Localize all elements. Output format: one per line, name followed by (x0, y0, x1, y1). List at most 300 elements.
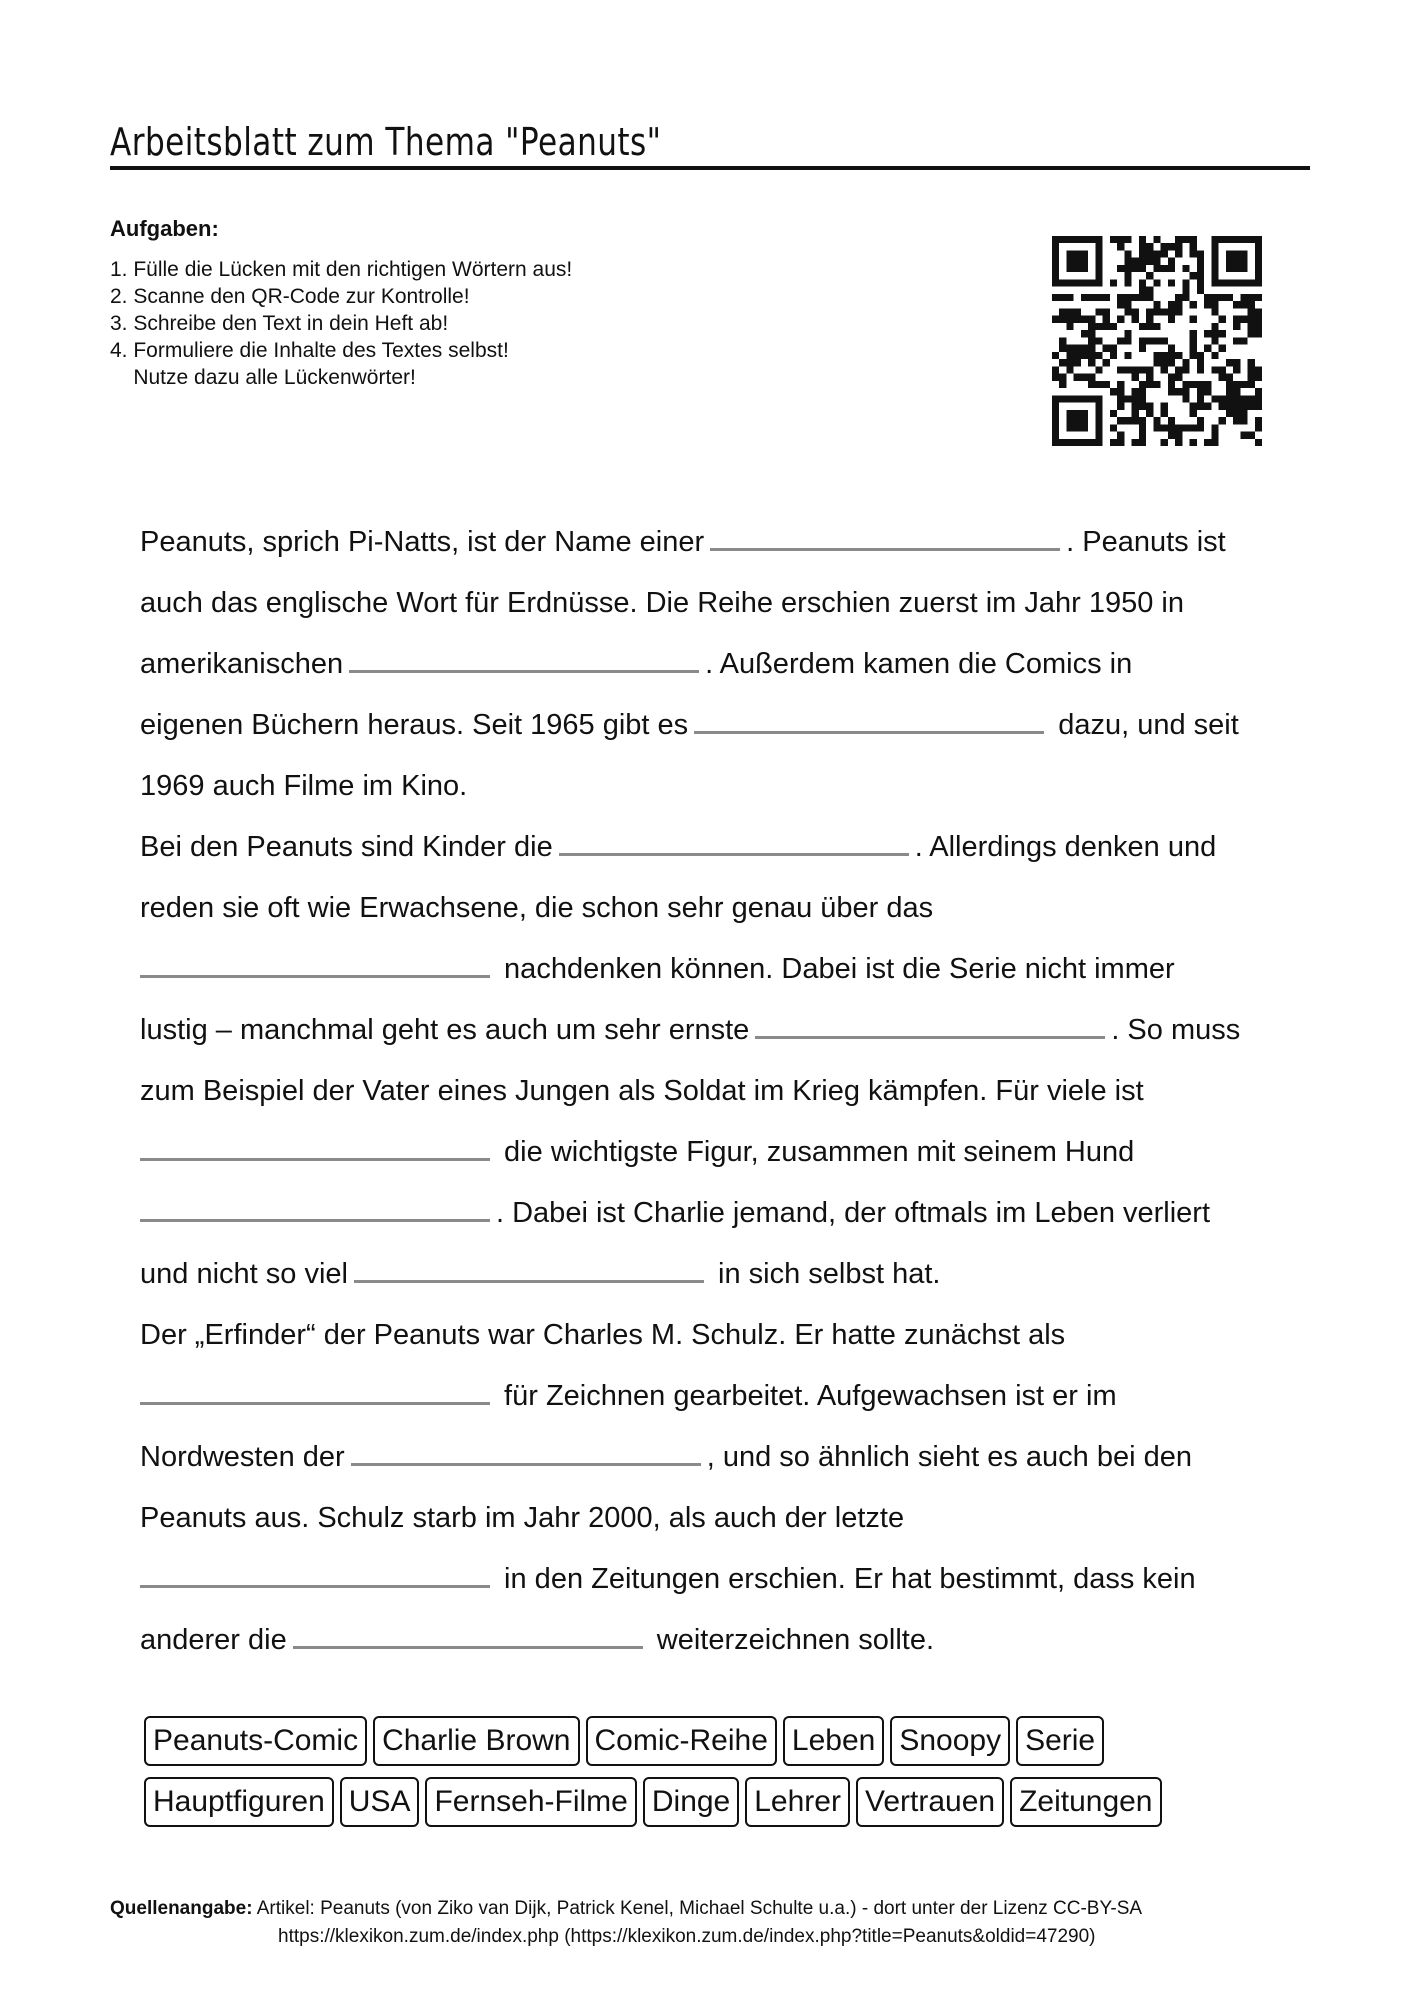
qr-module (1248, 301, 1255, 308)
blank-field[interactable] (349, 648, 699, 673)
qr-module (1255, 439, 1262, 446)
qr-module (1168, 374, 1175, 381)
qr-module (1066, 294, 1073, 301)
qr-module (1095, 323, 1102, 330)
qr-module (1052, 417, 1059, 424)
qr-module (1139, 265, 1146, 272)
qr-module (1204, 439, 1211, 446)
qr-module (1132, 417, 1139, 424)
text-line (140, 1488, 1290, 1549)
qr-module (1190, 381, 1197, 388)
qr-module (1197, 279, 1204, 286)
qr-module (1153, 381, 1160, 388)
blank-field[interactable] (140, 1197, 490, 1222)
text-segment: . So muss (1111, 1014, 1241, 1046)
qr-module (1240, 236, 1247, 243)
qr-module (1175, 301, 1182, 308)
qr-module (1197, 388, 1204, 395)
qr-module (1059, 345, 1066, 352)
qr-module (1211, 308, 1218, 315)
qr-module (1240, 301, 1247, 308)
qr-module (1052, 243, 1059, 250)
qr-module (1182, 236, 1189, 243)
word-chip[interactable]: Charlie Brown (373, 1716, 579, 1766)
text-segment: nachdenken können. Dabei ist die Serie nicht immer (496, 953, 1175, 985)
qr-module (1248, 395, 1255, 402)
text-segment: . Dabei ist Charlie jemand, der oftmals im Leben verliert (496, 1197, 1211, 1229)
qr-module (1124, 301, 1131, 308)
qr-module (1132, 388, 1139, 395)
qr-module (1074, 424, 1081, 431)
qr-module (1197, 352, 1204, 359)
qr-module (1146, 381, 1153, 388)
qr-module (1103, 323, 1110, 330)
word-chip[interactable]: USA (340, 1777, 420, 1827)
qr-module (1182, 395, 1189, 402)
qr-module (1066, 316, 1073, 323)
qr-module (1066, 359, 1073, 366)
qr-module (1255, 272, 1262, 279)
qr-module (1219, 417, 1226, 424)
qr-module (1211, 243, 1218, 250)
qr-module (1190, 345, 1197, 352)
source-url: https://klexikon.zum.de/index.php (https://klexikon.zum.de/index.php?title=Peanuts&oldid=47290) (278, 1926, 1096, 1947)
word-chip[interactable]: Dinge (643, 1777, 739, 1827)
qr-module (1124, 250, 1131, 257)
qr-module (1168, 381, 1175, 388)
word-chip[interactable]: Fernseh-Filme (425, 1777, 636, 1827)
qr-module (1190, 337, 1197, 344)
qr-module (1139, 236, 1146, 243)
qr-module (1248, 366, 1255, 373)
qr-module (1088, 439, 1095, 446)
text-segment: . Außerdem kamen die Comics in (705, 648, 1133, 680)
qr-module (1124, 236, 1131, 243)
qr-module (1190, 403, 1197, 410)
qr-module (1066, 424, 1073, 431)
qr-module (1139, 395, 1146, 402)
qr-module (1175, 308, 1182, 315)
text-line (140, 878, 1290, 939)
qr-module (1088, 337, 1095, 344)
qr-module (1197, 417, 1204, 424)
qr-module (1240, 265, 1247, 272)
qr-module (1095, 381, 1102, 388)
qr-module (1182, 359, 1189, 366)
qr-module (1139, 258, 1146, 265)
text-line (140, 1244, 1290, 1305)
qr-module (1117, 388, 1124, 395)
word-chip[interactable]: Hauptfiguren (144, 1777, 334, 1827)
qr-module (1074, 352, 1081, 359)
qr-module (1211, 352, 1218, 359)
qr-module (1197, 359, 1204, 366)
text-segment: Peanuts aus. Schulz starb im Jahr 2000, als auch der letzte (140, 1502, 905, 1534)
qr-module (1182, 366, 1189, 373)
qr-module (1081, 374, 1088, 381)
qr-module (1081, 395, 1088, 402)
qr-module (1248, 381, 1255, 388)
qr-module (1074, 308, 1081, 315)
qr-module (1081, 345, 1088, 352)
qr-module (1153, 250, 1160, 257)
qr-module (1095, 424, 1102, 431)
blank-field[interactable] (293, 1624, 643, 1649)
text-segment: eigenen Büchern heraus. Seit 1965 gibt es (140, 709, 689, 741)
text-segment: Der „Erfinder“ der Peanuts war Charles M. Schulz. Er hatte zunächst als (140, 1319, 1066, 1351)
word-chip[interactable]: Vertrauen (856, 1777, 1004, 1827)
qr-module (1168, 359, 1175, 366)
qr-module (1081, 439, 1088, 446)
qr-module (1211, 265, 1218, 272)
qr-module (1088, 236, 1095, 243)
qr-module (1095, 236, 1102, 243)
qr-module (1240, 250, 1247, 257)
text-segment: . Peanuts ist (1066, 526, 1226, 558)
blank-field[interactable] (140, 953, 490, 978)
qr-module (1139, 279, 1146, 286)
qr-module (1095, 272, 1102, 279)
qr-module (1146, 410, 1153, 417)
qr-module (1240, 417, 1247, 424)
qr-module (1153, 417, 1160, 424)
qr-module (1066, 250, 1073, 257)
qr-module (1074, 250, 1081, 257)
qr-module (1139, 287, 1146, 294)
qr-module (1233, 279, 1240, 286)
word-chip[interactable]: Peanuts-Comic (144, 1716, 367, 1766)
qr-module (1074, 236, 1081, 243)
qr-module (1117, 403, 1124, 410)
tasks-heading: Aufgaben: (110, 216, 219, 241)
qr-module (1052, 236, 1059, 243)
blank-field[interactable] (755, 1014, 1105, 1039)
qr-module (1074, 410, 1081, 417)
qr-module (1066, 279, 1073, 286)
qr-module (1255, 424, 1262, 431)
qr-module (1095, 352, 1102, 359)
qr-module (1248, 316, 1255, 323)
qr-module (1132, 439, 1139, 446)
qr-module (1182, 279, 1189, 286)
qr-module (1095, 243, 1102, 250)
qr-module (1124, 352, 1131, 359)
qr-module (1175, 236, 1182, 243)
qr-module (1088, 374, 1095, 381)
qr-module (1248, 374, 1255, 381)
qr-module (1139, 388, 1146, 395)
qr-module (1255, 258, 1262, 265)
task-item: 3. Schreibe den Text in dein Heft ab! (110, 312, 449, 335)
qr-module (1211, 337, 1218, 344)
qr-module (1095, 308, 1102, 315)
qr-module (1074, 417, 1081, 424)
qr-module (1052, 265, 1059, 272)
word-chip[interactable]: Comic-Reihe (586, 1716, 777, 1766)
qr-module (1139, 366, 1146, 373)
qr-module (1124, 366, 1131, 373)
qr-module (1110, 439, 1117, 446)
word-bank (144, 1716, 1284, 1838)
qr-module (1226, 265, 1233, 272)
qr-module (1117, 395, 1124, 402)
qr-module (1095, 294, 1102, 301)
qr-module (1066, 439, 1073, 446)
qr-module (1132, 366, 1139, 373)
text-line (140, 817, 1290, 878)
qr-module (1204, 330, 1211, 337)
qr-module (1255, 250, 1262, 257)
text-segment: anderer die (140, 1624, 287, 1656)
qr-module (1248, 323, 1255, 330)
qr-module (1146, 258, 1153, 265)
qr-module (1081, 410, 1088, 417)
qr-module (1146, 243, 1153, 250)
qr-module (1233, 381, 1240, 388)
qr-module (1124, 265, 1131, 272)
qr-module (1132, 265, 1139, 272)
qr-module (1146, 308, 1153, 315)
qr-module (1124, 417, 1131, 424)
qr-module (1240, 403, 1247, 410)
qr-module (1124, 279, 1131, 286)
qr-module (1161, 403, 1168, 410)
text-segment: , und so ähnlich sieht es auch bei den (706, 1441, 1193, 1473)
word-chip[interactable]: Zeitungen (1010, 1777, 1161, 1827)
qr-module (1059, 279, 1066, 286)
qr-module (1081, 236, 1088, 243)
qr-module (1074, 316, 1081, 323)
qr-module (1124, 272, 1131, 279)
qr-module (1124, 330, 1131, 337)
qr-module (1204, 301, 1211, 308)
qr-module (1168, 352, 1175, 359)
qr-module (1146, 272, 1153, 279)
qr-module (1052, 410, 1059, 417)
qr-module (1052, 424, 1059, 431)
qr-module (1175, 250, 1182, 257)
qr-module (1074, 439, 1081, 446)
qr-module (1088, 330, 1095, 337)
blank-field[interactable] (559, 831, 909, 856)
qr-module (1190, 424, 1197, 431)
qr-module (1095, 366, 1102, 373)
word-chip[interactable]: Lehrer (745, 1777, 850, 1827)
qr-module (1066, 352, 1073, 359)
text-segment: dazu, und seit (1050, 709, 1239, 741)
qr-module (1190, 439, 1197, 446)
text-segment: Bei den Peanuts sind Kinder die (140, 831, 553, 863)
blank-field[interactable] (354, 1258, 704, 1283)
qr-module (1190, 316, 1197, 323)
qr-module (1081, 417, 1088, 424)
qr-module (1066, 410, 1073, 417)
qr-module (1168, 265, 1175, 272)
text-segment: amerikanischen (140, 648, 344, 680)
qr-module (1226, 374, 1233, 381)
qr-module (1211, 439, 1218, 446)
qr-module (1081, 294, 1088, 301)
qr-module (1248, 432, 1255, 439)
qr-module (1117, 439, 1124, 446)
qr-module (1219, 366, 1226, 373)
qr-module (1168, 308, 1175, 315)
qr-module (1052, 250, 1059, 257)
qr-module (1248, 359, 1255, 366)
qr-module (1153, 279, 1160, 286)
qr-module (1052, 439, 1059, 446)
text-segment: lustig – manchmal geht es auch um sehr ernste (140, 1014, 750, 1046)
qr-module (1182, 424, 1189, 431)
qr-module (1211, 366, 1218, 373)
qr-module (1103, 359, 1110, 366)
qr-module (1059, 439, 1066, 446)
qr-module (1190, 236, 1197, 243)
text-segment: weiterzeichnen sollte. (648, 1624, 935, 1656)
qr-module (1226, 236, 1233, 243)
qr-module (1153, 352, 1160, 359)
source-label: Quellenangabe: (110, 1898, 253, 1919)
qr-module (1110, 352, 1117, 359)
qr-module (1066, 395, 1073, 402)
qr-module (1052, 374, 1059, 381)
qr-module (1175, 366, 1182, 373)
qr-module (1132, 258, 1139, 265)
qr-module (1233, 388, 1240, 395)
cloze-text (140, 512, 1290, 1671)
qr-module (1066, 265, 1073, 272)
qr-module (1190, 250, 1197, 257)
qr-module (1052, 316, 1059, 323)
qr-module (1081, 352, 1088, 359)
qr-module (1095, 279, 1102, 286)
qr-module (1117, 265, 1124, 272)
qr-module (1153, 424, 1160, 431)
qr-module (1226, 279, 1233, 286)
qr-module (1226, 359, 1233, 366)
qr-module (1132, 374, 1139, 381)
blank-field[interactable] (140, 1563, 490, 1588)
qr-module (1117, 316, 1124, 323)
qr-module (1081, 250, 1088, 257)
word-chip[interactable]: Snoopy (890, 1716, 1010, 1766)
qr-module (1153, 308, 1160, 315)
qr-module (1168, 345, 1175, 352)
qr-module (1124, 337, 1131, 344)
blank-field[interactable] (140, 1136, 490, 1161)
qr-module (1211, 424, 1218, 431)
blank-field[interactable] (351, 1441, 701, 1466)
qr-module (1103, 294, 1110, 301)
qr-module (1153, 323, 1160, 330)
qr-module (1161, 439, 1168, 446)
qr-module (1124, 395, 1131, 402)
blank-field[interactable] (140, 1380, 490, 1405)
qr-module (1197, 381, 1204, 388)
title-divider (110, 166, 1310, 170)
text-line (140, 1305, 1290, 1366)
qr-module (1153, 236, 1160, 243)
qr-module (1081, 279, 1088, 286)
qr-module (1204, 403, 1211, 410)
qr-module (1168, 424, 1175, 431)
qr-module (1255, 374, 1262, 381)
qr-module (1233, 337, 1240, 344)
qr-module (1182, 388, 1189, 395)
qr-module (1081, 265, 1088, 272)
qr-module (1204, 345, 1211, 352)
qr-module (1197, 424, 1204, 431)
qr-module (1066, 258, 1073, 265)
qr-module (1175, 424, 1182, 431)
qr-module (1052, 366, 1059, 373)
text-line (140, 756, 1290, 817)
qr-module (1240, 279, 1247, 286)
blank-field[interactable] (694, 709, 1044, 734)
qr-module (1088, 395, 1095, 402)
qr-module (1168, 301, 1175, 308)
qr-module (1088, 316, 1095, 323)
qr-module (1095, 417, 1102, 424)
qr-module (1139, 294, 1146, 301)
qr-module (1088, 359, 1095, 366)
qr-module (1240, 316, 1247, 323)
qr-module (1117, 381, 1124, 388)
qr-module (1219, 236, 1226, 243)
blank-field[interactable] (710, 526, 1060, 551)
qr-module (1146, 374, 1153, 381)
qr-module (1153, 265, 1160, 272)
qr-module (1240, 258, 1247, 265)
text-segment: auch das englische Wort für Erdnüsse. Die Reihe erschien zuerst im Jahr 1950 in (140, 587, 1184, 619)
qr-module (1146, 323, 1153, 330)
qr-module (1117, 243, 1124, 250)
qr-module (1066, 345, 1073, 352)
qr-module (1074, 374, 1081, 381)
qr-module (1088, 294, 1095, 301)
word-chip[interactable]: Leben (783, 1716, 884, 1766)
qr-module (1161, 308, 1168, 315)
qr-module (1226, 258, 1233, 265)
qr-module (1153, 359, 1160, 366)
qr-module (1117, 236, 1124, 243)
qr-module (1168, 258, 1175, 265)
task-item: 1. Fülle die Lücken mit den richtigen Wörtern aus! (110, 258, 573, 281)
qr-module (1059, 337, 1066, 344)
qr-module (1161, 337, 1168, 344)
qr-module (1139, 424, 1146, 431)
qr-module (1168, 388, 1175, 395)
qr-module (1226, 250, 1233, 257)
qr-module (1117, 301, 1124, 308)
qr-module (1211, 294, 1218, 301)
qr-module (1197, 250, 1204, 257)
qr-module (1219, 403, 1226, 410)
qr-module (1161, 250, 1168, 257)
qr-module (1088, 352, 1095, 359)
qr-module (1066, 308, 1073, 315)
qr-module (1052, 294, 1059, 301)
qr-module (1240, 294, 1247, 301)
qr-module (1255, 294, 1262, 301)
qr-module (1095, 250, 1102, 257)
qr-module (1132, 395, 1139, 402)
word-chip[interactable]: Serie (1016, 1716, 1104, 1766)
qr-module (1088, 381, 1095, 388)
qr-module (1059, 294, 1066, 301)
qr-module (1161, 243, 1168, 250)
qr-module (1146, 337, 1153, 344)
